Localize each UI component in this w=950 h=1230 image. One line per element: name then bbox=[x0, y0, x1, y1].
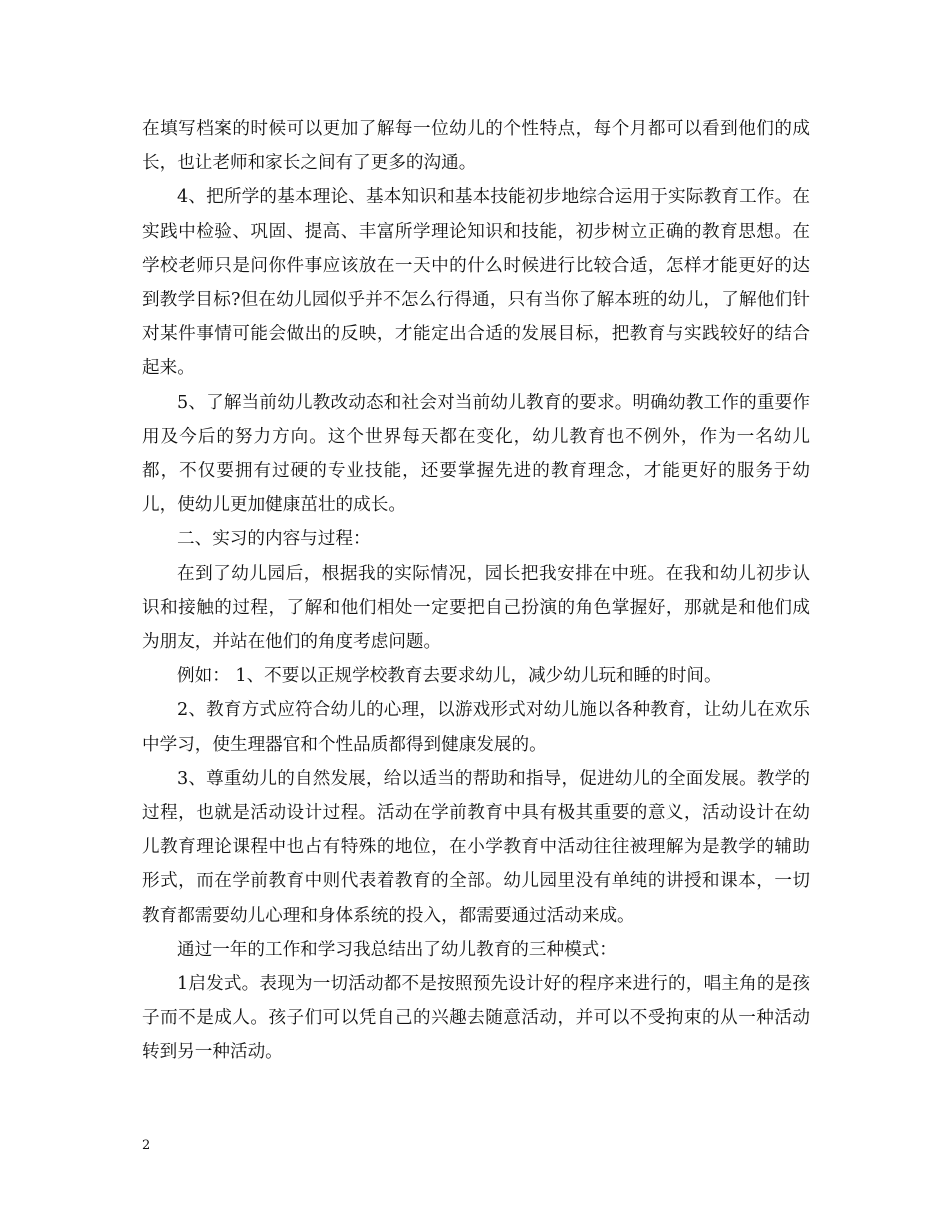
page-number: 2 bbox=[142, 1138, 151, 1153]
paragraph-summary-intro: 通过一年的工作和学习我总结出了幼儿教育的三种模式： bbox=[177, 939, 617, 960]
paragraph-example-1: 例如： 1、不要以正规学校教育去要求幼儿，减少幼儿玩和睡的时间。 bbox=[177, 666, 722, 687]
paragraph-example-2: 2、教育方式应符合幼儿的心理，以游戏形式对幼儿施以各种教育，让幼儿在欢乐中学习，使生理器官和个性品质都得到健康发展的。 bbox=[142, 700, 810, 755]
document-body bbox=[142, 112, 810, 1070]
paragraph-item-4: 4、把所学的基本理论、基本知识和基本技能初步地综合运用于实际教育工作。在实践中检验、巩固、提高、丰富所学理论知识和技能，初步树立正确的教育思想。在学校老师只是问你件事应该放在一天中的什么时候进行比较合适，怎样才能更好的达到教学目标?但在幼儿园似乎并不怎么行得通，只有当你了解本班的幼儿，了解他们针对某件事情可能会做出的反映，才能定出合适的发展目标，把教育与实践较好的结合起来。 bbox=[142, 187, 810, 379]
paragraph-mode-1: 1启发式。表现为一切活动都不是按照预先设计好的程序来进行的，唱主角的是孩子而不是成人。孩子们可以凭自己的兴趣去随意活动，并可以不受拘束的从一种活动转到另一种活动。 bbox=[142, 974, 810, 1063]
paragraph-item-5: 5、了解当前幼儿教改动态和社会对当前幼儿教育的要求。明确幼教工作的重要作用及今后的努力方向。这个世界每天都在变化，幼儿教育也不例外，作为一名幼儿都，不仅要拥有过硬的专业技能，还要掌握先进的教育理念，才能更好的服务于幼儿，使幼儿更加健康茁壮的成长。 bbox=[142, 392, 810, 516]
paragraph-continuation: 在填写档案的时候可以更加了解每一位幼儿的个性特点，每个月都可以看到他们的成长，也让老师和家长之间有了更多的沟通。 bbox=[142, 119, 810, 174]
paragraph-internship-intro: 在到了幼儿园后，根据我的实际情况，园长把我安排在中班。在我和幼儿初步认识和接触的过程，了解和他们相处一定要把自己扮演的角色掌握好，那就是和他们成为朋友，并站在他们的角度考虑问题。 bbox=[142, 563, 810, 653]
section-heading: 二、实习的内容与过程： bbox=[177, 529, 371, 550]
paragraph-example-3: 3、尊重幼儿的自然发展，给以适当的帮助和指导，促进幼儿的全面发展。教学的过程，也就是活动设计过程。活动在学前教育中具有极其重要的意义，活动设计在幼儿教育理论课程中也占有特殊的地位，在小学教育中活动往往被理解为是教学的辅助形式，而在学前教育中则代表着教育的全部。幼儿园里没有单纯的讲授和课本，一切教育都需要幼儿心理和身体系统的投入，都需要通过活动来成。 bbox=[142, 768, 810, 926]
